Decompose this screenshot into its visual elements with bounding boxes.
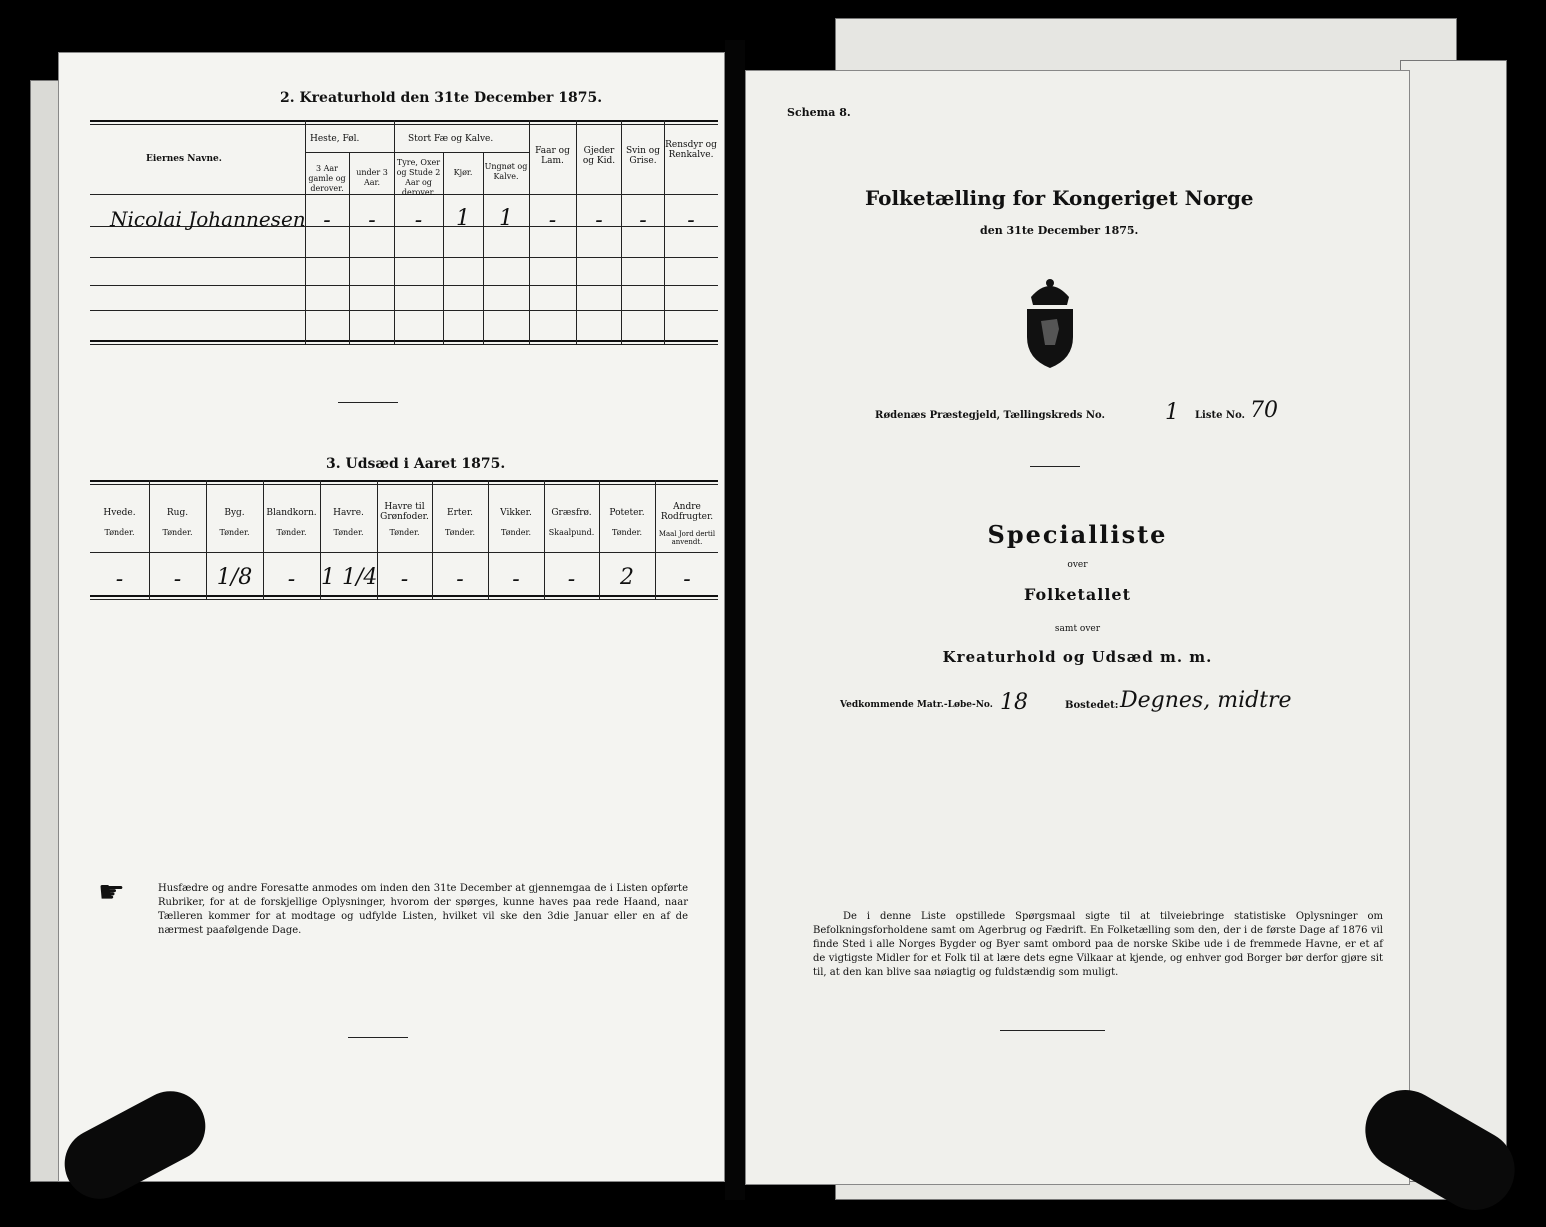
col-unit: Tønder.	[219, 528, 250, 537]
pointing-hand-icon: ☛	[98, 875, 125, 910]
bosted-label: Bostedet:	[1065, 700, 1119, 711]
parish-label: Rødenæs Præstegjeld, Tællingskreds No.	[875, 410, 1106, 421]
rule	[90, 124, 718, 125]
cell-value: 1/8	[216, 565, 253, 590]
col-header: Rensdyr og Renkalve.	[665, 140, 717, 160]
col-header: Poteter.	[609, 508, 645, 518]
page-edge	[1400, 60, 1507, 1182]
col-unit: Tønder.	[162, 528, 193, 537]
cell-value: 2	[620, 565, 634, 590]
rule	[90, 285, 718, 286]
col-header: Rug.	[166, 508, 189, 518]
folketallet-heading: Folketallet	[1024, 585, 1131, 604]
matr-no: 18	[1000, 690, 1028, 715]
divider	[1000, 1030, 1105, 1031]
liste-label: Liste No.	[1195, 410, 1246, 421]
over-label: over	[1067, 560, 1088, 570]
rule	[90, 340, 718, 342]
divider	[1030, 466, 1080, 467]
table3-heading: 3. Udsæd i Aaret 1875.	[326, 456, 506, 472]
schema-label: Schema 8.	[787, 106, 851, 119]
col-header: Blandkorn.	[266, 508, 317, 518]
cell-value: -	[456, 567, 464, 592]
book-spine	[725, 40, 745, 1200]
specialliste-heading: Specialliste	[987, 520, 1168, 549]
col-header: Andre Rodfrugter.	[660, 502, 714, 522]
intro-paragraph: De i denne Liste opstillede Spørgsmaal sigte til at tilveiebringe statistiske Oplysninger om Befolkningsforholdene samt om Agerbrug og Fædrift. En Folketælling som den, der i de første Dage af 1876 vil finde Sted i alle Norges Bygder og Byer samt ombord paa de norske Skibe ude i de fremmede Havne, er et af de vigtigste Midler for et Folk til at lære dets egne Vilkaar at kjende, og enhver god Borger bør derfor gjøre sit til, at den kan blive saa nøiagtig og fuldstændig som muligt.	[813, 911, 1383, 978]
cell-value: -	[414, 208, 423, 233]
col-header: Svin og Grise.	[626, 146, 660, 166]
kreds-no: 1	[1165, 400, 1179, 425]
col-header: under 3 Aar.	[356, 168, 388, 187]
cell-value: 1 1/4	[321, 565, 378, 590]
rule	[90, 484, 718, 485]
rule	[90, 257, 718, 258]
cell-value: -	[173, 567, 182, 592]
col-unit: Tønder.	[500, 528, 532, 537]
divider	[338, 402, 398, 403]
rule	[90, 552, 718, 553]
col-unit: Tønder.	[611, 528, 643, 537]
col-unit: Maal Jord dertil anvendt.	[658, 530, 716, 546]
col-header-name: Eiernes Navne.	[146, 154, 222, 164]
col-header: Græsfrø.	[551, 508, 592, 518]
cell-value: -	[639, 208, 647, 233]
col-header: Faar og Lam.	[535, 146, 570, 166]
census-title: Folketælling for Kongeriget Norge	[865, 186, 1254, 210]
right-page	[745, 70, 1410, 1185]
cell-value: -	[323, 208, 331, 233]
rule	[90, 599, 718, 600]
rule	[90, 310, 718, 311]
col-header: Havre.	[333, 508, 364, 518]
table2-heading: 2. Kreaturhold den 31te December 1875.	[280, 90, 603, 106]
col-unit: Tønder.	[276, 528, 307, 537]
samt-over-label: samt over	[1054, 624, 1101, 634]
col-group-heste: Heste, Føl.	[310, 134, 360, 144]
rule	[90, 344, 718, 345]
col-header: Vikker.	[500, 508, 532, 518]
cell-value: -	[687, 208, 695, 233]
census-date: den 31te December 1875.	[980, 224, 1139, 237]
cell-value: -	[115, 567, 124, 592]
col-header: Tyre, Oxer og Stude 2 Aar og derover.	[396, 158, 441, 197]
matr-label: Vedkommende Matr.-Løbe-No.	[840, 700, 993, 710]
cell-value: -	[512, 567, 520, 592]
left-page	[58, 52, 725, 1182]
cell-value: -	[567, 567, 576, 592]
rule	[305, 152, 529, 153]
col-unit: Tønder.	[333, 528, 364, 537]
col-unit: Tønder.	[444, 528, 476, 537]
col-group-stort: Stort Fæ og Kalve.	[408, 134, 494, 144]
col-header: Kjør.	[453, 168, 473, 177]
liste-no: 70	[1250, 398, 1278, 423]
col-rule	[443, 152, 444, 344]
norway-coat-of-arms-icon	[1017, 275, 1083, 374]
cell-value: -	[683, 567, 691, 592]
cell-value: -	[287, 567, 296, 592]
col-header: Hvede.	[103, 508, 136, 518]
cell-value: -	[400, 567, 409, 592]
kreaturhold-heading: Kreaturhold og Udsæd m. m.	[942, 648, 1213, 666]
col-unit: Tønder.	[104, 528, 135, 537]
owner-name: Nicolai Johannesen	[110, 207, 306, 231]
col-unit: Tønder.	[389, 528, 420, 537]
rule	[90, 595, 718, 597]
col-header: Erter.	[447, 508, 473, 518]
col-header: Ungnøt og Kalve.	[484, 162, 528, 181]
bosted-value: Degnes, midtre	[1120, 688, 1292, 713]
col-header: 3 Aar gamle og derover.	[308, 164, 346, 193]
cell-value: -	[368, 208, 376, 233]
cell-value: 1	[456, 206, 470, 231]
rule	[90, 120, 718, 122]
rule	[90, 480, 718, 482]
cell-value: 1	[499, 206, 513, 231]
col-header: Byg.	[224, 508, 245, 518]
col-header: Gjeder og Kid.	[582, 146, 616, 166]
cell-value: -	[548, 208, 557, 233]
col-unit: Skaalpund.	[548, 528, 595, 537]
notice-text: Husfædre og andre Foresatte anmodes om inden den 31te December at gjennemgaa de i Listen opførte Rubriker, for at de forskjellige Oplysninger, hvorom der spørges, kunne haves paa rede Haand, naar Tælleren kommer for at modtage og udfylde Listen, hvilket vil ske den 3die Januar eller en af de nærmest paafølgende Dage.	[158, 883, 688, 936]
cell-value: -	[595, 208, 603, 233]
col-header: Havre til Grønfoder.	[380, 502, 429, 522]
divider	[348, 1037, 408, 1038]
